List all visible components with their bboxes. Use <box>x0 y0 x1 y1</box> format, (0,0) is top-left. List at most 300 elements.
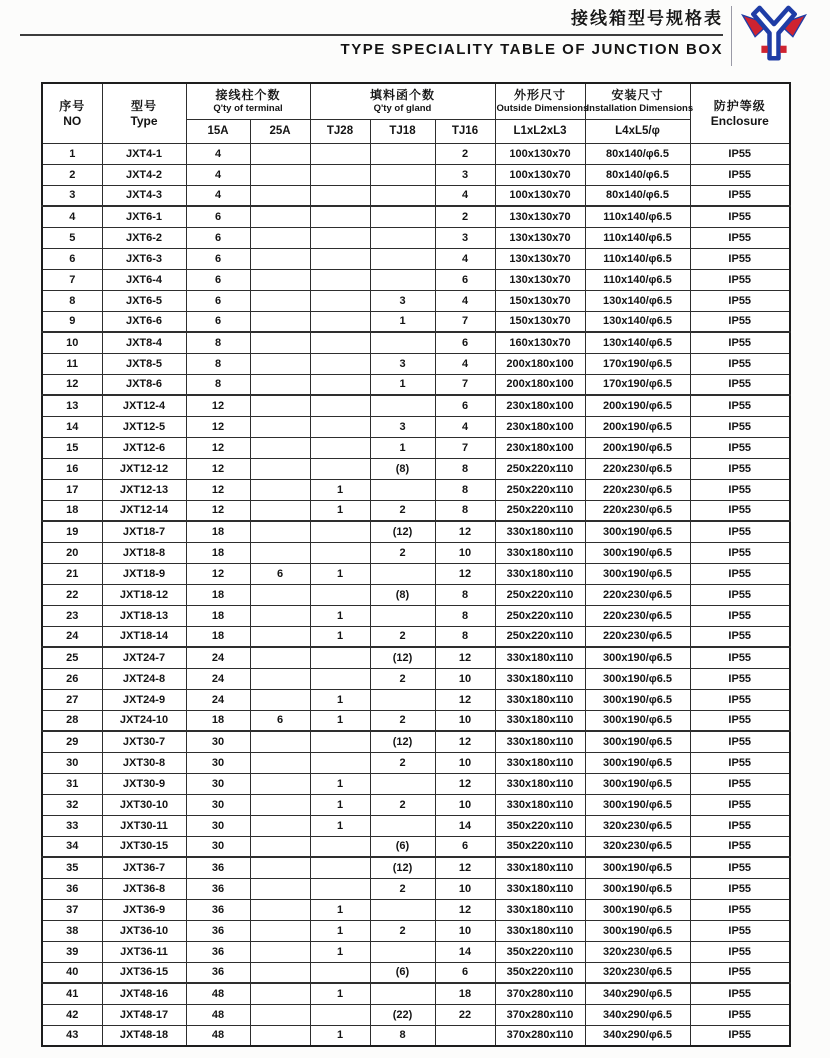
table-row <box>42 500 790 521</box>
no-cell: 22 <box>42 584 102 605</box>
terminal-25a-cell <box>250 227 310 248</box>
terminal-15a-cell: 36 <box>186 857 250 878</box>
terminal-25a-cell <box>250 962 310 983</box>
type-cell: JXT12-12 <box>102 458 186 479</box>
enclosure-cell: IP55 <box>690 962 790 983</box>
table-row <box>42 920 790 941</box>
title-divider <box>20 34 723 36</box>
enclosure-cell: IP55 <box>690 731 790 752</box>
gland-tj28-cell <box>310 878 370 899</box>
no-cell: 39 <box>42 941 102 962</box>
outside-dimensions-cell: 130x130x70 <box>495 227 585 248</box>
terminal-15a-cell: 48 <box>186 983 250 1004</box>
terminal-25a-cell <box>250 647 310 668</box>
type-cell: JXT36-7 <box>102 857 186 878</box>
table-row <box>42 290 790 311</box>
header-outside-dimensions: 外形尺寸 Outside Dimensions <box>495 83 585 119</box>
installation-dimensions-cell: 300x190/φ6.5 <box>585 647 690 668</box>
outside-dimensions-cell: 250x220x110 <box>495 458 585 479</box>
no-cell: 23 <box>42 605 102 626</box>
no-cell: 28 <box>42 710 102 731</box>
gland-tj16-cell: 10 <box>435 668 495 689</box>
gland-tj28-cell <box>310 269 370 290</box>
terminal-25a-cell <box>250 878 310 899</box>
gland-tj16-cell: 2 <box>435 143 495 164</box>
type-cell: JXT36-8 <box>102 878 186 899</box>
outside-dimensions-cell: 350x220x110 <box>495 815 585 836</box>
gland-tj16-cell <box>435 1025 495 1046</box>
outside-dimensions-cell: 250x220x110 <box>495 605 585 626</box>
terminal-25a-cell <box>250 332 310 353</box>
gland-tj18-cell <box>370 248 435 269</box>
table-row <box>42 248 790 269</box>
table-row <box>42 269 790 290</box>
gland-tj16-cell: 10 <box>435 752 495 773</box>
gland-tj18-cell <box>370 899 435 920</box>
junction-box-spec-table <box>41 82 791 1047</box>
type-cell: JXT4-3 <box>102 185 186 206</box>
no-cell: 12 <box>42 374 102 395</box>
installation-dimensions-cell: 300x190/φ6.5 <box>585 563 690 584</box>
gland-tj28-cell <box>310 374 370 395</box>
terminal-15a-cell: 6 <box>186 248 250 269</box>
outside-dimensions-cell: 200x180x100 <box>495 353 585 374</box>
gland-tj28-cell <box>310 458 370 479</box>
no-cell: 37 <box>42 899 102 920</box>
enclosure-cell: IP55 <box>690 164 790 185</box>
no-cell: 25 <box>42 647 102 668</box>
terminal-15a-cell: 6 <box>186 290 250 311</box>
gland-tj28-cell <box>310 332 370 353</box>
installation-dimensions-cell: 220x230/φ6.5 <box>585 458 690 479</box>
gland-tj16-cell: 3 <box>435 227 495 248</box>
terminal-15a-cell: 30 <box>186 794 250 815</box>
outside-dimensions-cell: 330x180x110 <box>495 857 585 878</box>
outside-dimensions-cell: 330x180x110 <box>495 542 585 563</box>
gland-tj28-cell: 1 <box>310 710 370 731</box>
no-cell: 33 <box>42 815 102 836</box>
enclosure-cell: IP55 <box>690 1025 790 1046</box>
terminal-25a-cell <box>250 626 310 647</box>
gland-tj28-cell <box>310 290 370 311</box>
no-cell: 36 <box>42 878 102 899</box>
gland-tj28-cell <box>310 857 370 878</box>
table-row <box>42 857 790 878</box>
enclosure-cell: IP55 <box>690 290 790 311</box>
terminal-15a-cell: 6 <box>186 227 250 248</box>
gland-tj16-cell: 12 <box>435 731 495 752</box>
type-cell: JXT8-5 <box>102 353 186 374</box>
gland-tj18-cell <box>370 206 435 227</box>
gland-tj18-cell: 2 <box>370 920 435 941</box>
gland-tj16-cell: 12 <box>435 689 495 710</box>
gland-tj28-cell <box>310 185 370 206</box>
terminal-15a-cell: 12 <box>186 416 250 437</box>
terminal-15a-cell: 30 <box>186 752 250 773</box>
terminal-25a-cell <box>250 395 310 416</box>
table-row <box>42 374 790 395</box>
type-cell: JXT12-4 <box>102 395 186 416</box>
no-cell: 31 <box>42 773 102 794</box>
no-cell: 38 <box>42 920 102 941</box>
gland-tj28-cell: 1 <box>310 941 370 962</box>
table-row <box>42 626 790 647</box>
outside-dimensions-cell: 250x220x110 <box>495 500 585 521</box>
table-body <box>42 143 790 1046</box>
terminal-25a-cell: 6 <box>250 710 310 731</box>
gland-tj28-cell <box>310 752 370 773</box>
gland-tj16-cell: 6 <box>435 962 495 983</box>
outside-dimensions-cell: 250x220x110 <box>495 626 585 647</box>
table-row <box>42 353 790 374</box>
type-cell: JXT48-16 <box>102 983 186 1004</box>
gland-tj16-cell: 4 <box>435 248 495 269</box>
gland-tj18-cell: (22) <box>370 1004 435 1025</box>
installation-dimensions-cell: 340x290/φ6.5 <box>585 1004 690 1025</box>
terminal-15a-cell: 4 <box>186 143 250 164</box>
type-cell: JXT4-1 <box>102 143 186 164</box>
no-cell: 30 <box>42 752 102 773</box>
no-cell: 18 <box>42 500 102 521</box>
terminal-15a-cell: 30 <box>186 815 250 836</box>
installation-dimensions-cell: 80x140/φ6.5 <box>585 185 690 206</box>
gland-tj18-cell <box>370 605 435 626</box>
outside-dimensions-cell: 330x180x110 <box>495 689 585 710</box>
installation-dimensions-cell: 110x140/φ6.5 <box>585 269 690 290</box>
enclosure-cell: IP55 <box>690 227 790 248</box>
gland-tj28-cell <box>310 731 370 752</box>
gland-tj18-cell <box>370 269 435 290</box>
header-installation-dimensions: 安装尺寸 Installation Dimensions <box>585 83 690 119</box>
enclosure-cell: IP55 <box>690 269 790 290</box>
terminal-25a-cell <box>250 857 310 878</box>
gland-tj18-cell: (12) <box>370 857 435 878</box>
gland-tj16-cell: 4 <box>435 185 495 206</box>
installation-dimensions-cell: 130x140/φ6.5 <box>585 290 690 311</box>
gland-tj18-cell: 2 <box>370 500 435 521</box>
type-cell: JXT48-17 <box>102 1004 186 1025</box>
table-row <box>42 479 790 500</box>
installation-dimensions-cell: 340x290/φ6.5 <box>585 983 690 1004</box>
gland-tj28-cell <box>310 416 370 437</box>
header-25a: 25A <box>250 119 310 143</box>
installation-dimensions-cell: 300x190/φ6.5 <box>585 710 690 731</box>
no-cell: 41 <box>42 983 102 1004</box>
table-row <box>42 1025 790 1046</box>
table-row <box>42 206 790 227</box>
gland-tj18-cell: 1 <box>370 437 435 458</box>
table-row <box>42 227 790 248</box>
enclosure-cell: IP55 <box>690 416 790 437</box>
installation-dimensions-cell: 300x190/φ6.5 <box>585 521 690 542</box>
gland-tj18-cell: 2 <box>370 626 435 647</box>
gland-tj16-cell: 10 <box>435 920 495 941</box>
terminal-25a-cell <box>250 311 310 332</box>
installation-dimensions-cell: 170x190/φ6.5 <box>585 353 690 374</box>
gland-tj18-cell: 3 <box>370 290 435 311</box>
installation-dimensions-cell: 340x290/φ6.5 <box>585 1025 690 1046</box>
terminal-15a-cell: 36 <box>186 962 250 983</box>
table-row <box>42 395 790 416</box>
terminal-15a-cell: 12 <box>186 500 250 521</box>
installation-dimensions-cell: 300x190/φ6.5 <box>585 773 690 794</box>
terminal-25a-cell <box>250 689 310 710</box>
installation-dimensions-cell: 220x230/φ6.5 <box>585 584 690 605</box>
no-cell: 16 <box>42 458 102 479</box>
page-title-zh: 接线箱型号规格表 <box>571 9 724 28</box>
terminal-15a-cell: 12 <box>186 395 250 416</box>
no-cell: 40 <box>42 962 102 983</box>
outside-dimensions-cell: 330x180x110 <box>495 920 585 941</box>
enclosure-cell: IP55 <box>690 941 790 962</box>
page-title-en: TYPE SPECIALITY TABLE OF JUNCTION BOX <box>340 41 724 58</box>
installation-dimensions-cell: 130x140/φ6.5 <box>585 332 690 353</box>
header-type: 型号 Type <box>102 83 186 143</box>
outside-dimensions-cell: 150x130x70 <box>495 311 585 332</box>
table-row <box>42 710 790 731</box>
gland-tj16-cell: 12 <box>435 647 495 668</box>
table-row <box>42 752 790 773</box>
gland-tj28-cell <box>310 353 370 374</box>
outside-dimensions-cell: 150x130x70 <box>495 290 585 311</box>
gland-tj28-cell <box>310 206 370 227</box>
gland-tj28-cell: 1 <box>310 815 370 836</box>
table-row <box>42 878 790 899</box>
page-header <box>20 4 810 70</box>
gland-tj18-cell: 2 <box>370 878 435 899</box>
gland-tj16-cell: 3 <box>435 164 495 185</box>
outside-dimensions-cell: 100x130x70 <box>495 143 585 164</box>
gland-tj18-cell: (6) <box>370 962 435 983</box>
enclosure-cell: IP55 <box>690 899 790 920</box>
table-row <box>42 458 790 479</box>
terminal-25a-cell <box>250 752 310 773</box>
installation-dimensions-cell: 220x230/φ6.5 <box>585 605 690 626</box>
table-row <box>42 416 790 437</box>
no-cell: 6 <box>42 248 102 269</box>
type-cell: JXT24-9 <box>102 689 186 710</box>
type-cell: JXT6-6 <box>102 311 186 332</box>
title-block <box>20 4 723 70</box>
outside-dimensions-cell: 330x180x110 <box>495 752 585 773</box>
no-cell: 17 <box>42 479 102 500</box>
gland-tj16-cell: 8 <box>435 626 495 647</box>
type-cell: JXT24-10 <box>102 710 186 731</box>
no-cell: 20 <box>42 542 102 563</box>
enclosure-cell: IP55 <box>690 773 790 794</box>
no-cell: 10 <box>42 332 102 353</box>
header-l4l5: L4xL5/φ <box>585 119 690 143</box>
table-row <box>42 143 790 164</box>
table-row <box>42 1004 790 1025</box>
type-cell: JXT6-3 <box>102 248 186 269</box>
table-row <box>42 731 790 752</box>
type-cell: JXT4-2 <box>102 164 186 185</box>
no-cell: 7 <box>42 269 102 290</box>
no-cell: 43 <box>42 1025 102 1046</box>
no-cell: 27 <box>42 689 102 710</box>
installation-dimensions-cell: 200x190/φ6.5 <box>585 395 690 416</box>
installation-dimensions-cell: 220x230/φ6.5 <box>585 500 690 521</box>
installation-dimensions-cell: 200x190/φ6.5 <box>585 416 690 437</box>
gland-tj28-cell: 1 <box>310 920 370 941</box>
terminal-15a-cell: 12 <box>186 563 250 584</box>
table-row <box>42 899 790 920</box>
no-cell: 19 <box>42 521 102 542</box>
gland-tj16-cell: 4 <box>435 290 495 311</box>
enclosure-cell: IP55 <box>690 206 790 227</box>
outside-dimensions-cell: 370x280x110 <box>495 1025 585 1046</box>
gland-tj16-cell: 12 <box>435 899 495 920</box>
company-logo-icon <box>738 4 810 66</box>
no-cell: 11 <box>42 353 102 374</box>
gland-tj28-cell <box>310 164 370 185</box>
table-row <box>42 542 790 563</box>
terminal-25a-cell: 6 <box>250 563 310 584</box>
gland-tj18-cell: 2 <box>370 710 435 731</box>
gland-tj16-cell: 6 <box>435 332 495 353</box>
outside-dimensions-cell: 130x130x70 <box>495 206 585 227</box>
terminal-25a-cell <box>250 815 310 836</box>
terminal-25a-cell <box>250 416 310 437</box>
gland-tj16-cell: 8 <box>435 605 495 626</box>
no-cell: 2 <box>42 164 102 185</box>
no-cell: 3 <box>42 185 102 206</box>
gland-tj18-cell <box>370 563 435 584</box>
terminal-25a-cell <box>250 983 310 1004</box>
type-cell: JXT18-14 <box>102 626 186 647</box>
installation-dimensions-cell: 110x140/φ6.5 <box>585 206 690 227</box>
gland-tj18-cell <box>370 143 435 164</box>
enclosure-cell: IP55 <box>690 836 790 857</box>
enclosure-cell: IP55 <box>690 563 790 584</box>
type-cell: JXT30-15 <box>102 836 186 857</box>
outside-dimensions-cell: 250x220x110 <box>495 584 585 605</box>
gland-tj16-cell: 7 <box>435 311 495 332</box>
installation-dimensions-cell: 300x190/φ6.5 <box>585 920 690 941</box>
header-tj16: TJ16 <box>435 119 495 143</box>
installation-dimensions-cell: 80x140/φ6.5 <box>585 164 690 185</box>
terminal-15a-cell: 8 <box>186 374 250 395</box>
type-cell: JXT6-5 <box>102 290 186 311</box>
terminal-15a-cell: 8 <box>186 353 250 374</box>
type-cell: JXT48-18 <box>102 1025 186 1046</box>
gland-tj28-cell <box>310 248 370 269</box>
table-header <box>42 83 790 143</box>
no-cell: 34 <box>42 836 102 857</box>
terminal-15a-cell: 4 <box>186 164 250 185</box>
gland-tj16-cell: 10 <box>435 878 495 899</box>
header-gland-group: 填料函个数 Q'ty of gland <box>310 83 495 119</box>
installation-dimensions-cell: 220x230/φ6.5 <box>585 626 690 647</box>
enclosure-cell: IP55 <box>690 584 790 605</box>
gland-tj18-cell: (8) <box>370 584 435 605</box>
terminal-15a-cell: 48 <box>186 1025 250 1046</box>
type-cell: JXT12-14 <box>102 500 186 521</box>
enclosure-cell: IP55 <box>690 353 790 374</box>
terminal-25a-cell <box>250 542 310 563</box>
enclosure-cell: IP55 <box>690 815 790 836</box>
installation-dimensions-cell: 320x230/φ6.5 <box>585 962 690 983</box>
gland-tj18-cell <box>370 689 435 710</box>
gland-tj16-cell: 10 <box>435 710 495 731</box>
type-cell: JXT36-10 <box>102 920 186 941</box>
installation-dimensions-cell: 220x230/φ6.5 <box>585 479 690 500</box>
logo-divider <box>731 6 732 66</box>
enclosure-cell: IP55 <box>690 626 790 647</box>
installation-dimensions-cell: 300x190/φ6.5 <box>585 794 690 815</box>
gland-tj28-cell: 1 <box>310 479 370 500</box>
terminal-15a-cell: 30 <box>186 731 250 752</box>
terminal-15a-cell: 18 <box>186 605 250 626</box>
gland-tj16-cell: 18 <box>435 983 495 1004</box>
gland-tj28-cell <box>310 311 370 332</box>
gland-tj18-cell: 8 <box>370 1025 435 1046</box>
no-cell: 21 <box>42 563 102 584</box>
enclosure-cell: IP55 <box>690 437 790 458</box>
terminal-25a-cell <box>250 437 310 458</box>
table-row <box>42 164 790 185</box>
type-cell: JXT18-8 <box>102 542 186 563</box>
terminal-25a-cell <box>250 206 310 227</box>
enclosure-cell: IP55 <box>690 857 790 878</box>
table-row <box>42 185 790 206</box>
enclosure-cell: IP55 <box>690 878 790 899</box>
table-row <box>42 605 790 626</box>
installation-dimensions-cell: 130x140/φ6.5 <box>585 311 690 332</box>
gland-tj18-cell: 1 <box>370 374 435 395</box>
installation-dimensions-cell: 300x190/φ6.5 <box>585 689 690 710</box>
installation-dimensions-cell: 300x190/φ6.5 <box>585 752 690 773</box>
terminal-25a-cell <box>250 143 310 164</box>
gland-tj28-cell <box>310 647 370 668</box>
gland-tj18-cell <box>370 395 435 416</box>
terminal-25a-cell <box>250 500 310 521</box>
gland-tj16-cell: 8 <box>435 500 495 521</box>
terminal-25a-cell <box>250 521 310 542</box>
type-cell: JXT30-8 <box>102 752 186 773</box>
gland-tj16-cell: 4 <box>435 353 495 374</box>
installation-dimensions-cell: 320x230/φ6.5 <box>585 836 690 857</box>
enclosure-cell: IP55 <box>690 143 790 164</box>
outside-dimensions-cell: 330x180x110 <box>495 878 585 899</box>
installation-dimensions-cell: 110x140/φ6.5 <box>585 248 690 269</box>
gland-tj28-cell <box>310 437 370 458</box>
table-row <box>42 941 790 962</box>
terminal-25a-cell <box>250 584 310 605</box>
gland-tj18-cell: 1 <box>370 311 435 332</box>
gland-tj16-cell: 6 <box>435 269 495 290</box>
enclosure-cell: IP55 <box>690 710 790 731</box>
gland-tj16-cell: 14 <box>435 941 495 962</box>
terminal-15a-cell: 24 <box>186 668 250 689</box>
terminal-15a-cell: 36 <box>186 920 250 941</box>
terminal-25a-cell <box>250 941 310 962</box>
gland-tj16-cell: 7 <box>435 374 495 395</box>
outside-dimensions-cell: 160x130x70 <box>495 332 585 353</box>
gland-tj28-cell <box>310 542 370 563</box>
type-cell: JXT18-7 <box>102 521 186 542</box>
terminal-15a-cell: 12 <box>186 437 250 458</box>
type-cell: JXT30-7 <box>102 731 186 752</box>
gland-tj16-cell: 12 <box>435 773 495 794</box>
terminal-15a-cell: 30 <box>186 773 250 794</box>
gland-tj18-cell: (6) <box>370 836 435 857</box>
type-cell: JXT36-9 <box>102 899 186 920</box>
enclosure-cell: IP55 <box>690 248 790 269</box>
type-cell: JXT12-6 <box>102 437 186 458</box>
gland-tj16-cell: 14 <box>435 815 495 836</box>
